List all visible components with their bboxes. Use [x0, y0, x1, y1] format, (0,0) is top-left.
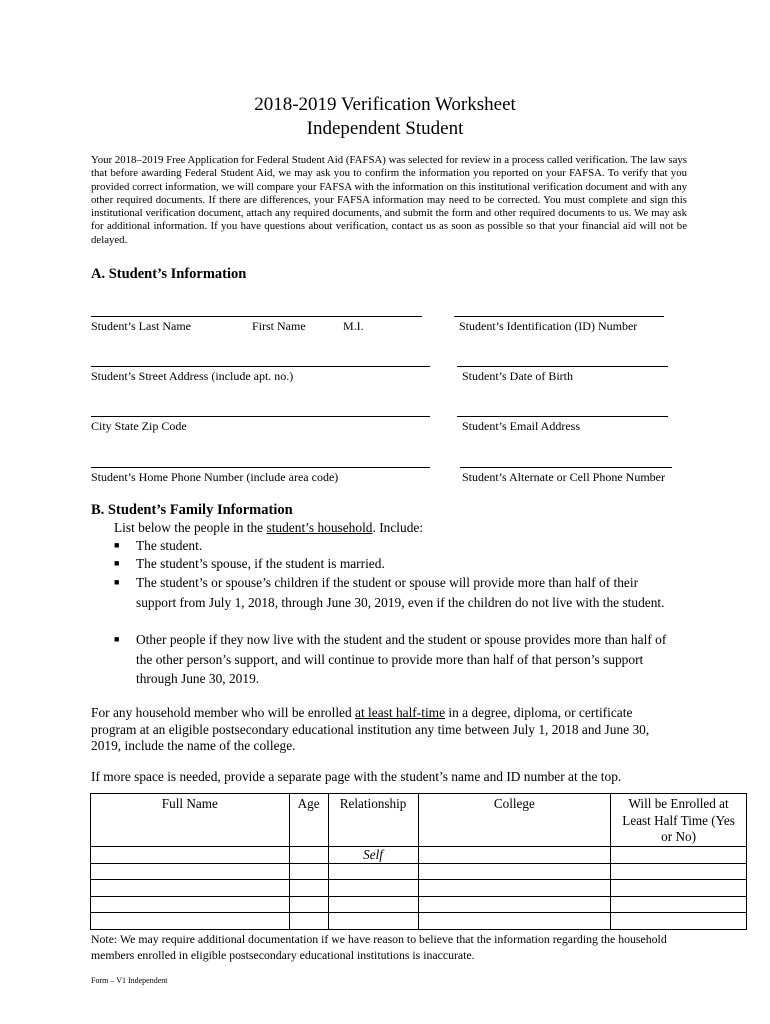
alt-phone-label: Student’s Alternate or Cell Phone Number: [462, 470, 665, 484]
home-phone-label: Student’s Home Phone Number (include area code): [91, 470, 339, 484]
last-name-label: Student’s Last Name: [91, 319, 191, 333]
cell-college[interactable]: [418, 896, 611, 913]
alt-phone-line[interactable]: [460, 467, 672, 468]
table-row: [91, 880, 747, 897]
household-list-intro: [114, 518, 423, 538]
household-intro-end: . Include:: [372, 520, 424, 535]
home-phone-line[interactable]: [91, 467, 430, 468]
cell-relationship[interactable]: [328, 863, 418, 880]
cell-name[interactable]: [91, 913, 290, 930]
email-line[interactable]: [457, 416, 668, 417]
note-text: Note: We may require additional documentation if we have reason to believe that the information regarding the household members enrolled in eligible postsecondary educational institutions is inaccurate.: [91, 932, 667, 962]
half-time-term: at least half-time: [355, 705, 446, 720]
cell-college[interactable]: [418, 880, 611, 897]
bullet-icon: ■: [114, 634, 120, 644]
col-header-college: College: [418, 794, 611, 847]
cell-enrolled[interactable]: [611, 880, 747, 897]
table-row: [91, 896, 747, 913]
page-subtitle: Independent Student: [306, 118, 464, 139]
cell-age[interactable]: [289, 896, 328, 913]
section-b-heading: B. Student’s Family Information: [91, 502, 293, 518]
bullet-item: [114, 554, 674, 574]
cell-name[interactable]: [91, 896, 290, 913]
bullet-icon: ■: [114, 540, 120, 550]
household-term: student’s household: [266, 520, 373, 535]
household-intro-text: List below the people in the: [114, 520, 267, 535]
col-header-enrolled: Will be Enrolled at Least Half Time (Yes or No): [611, 794, 747, 847]
cell-college[interactable]: [418, 846, 611, 863]
cell-relationship[interactable]: [328, 913, 418, 930]
last-name-line[interactable]: [91, 316, 422, 317]
cell-relationship-self: Self: [328, 846, 418, 863]
cell-age[interactable]: [289, 880, 328, 897]
section-a-heading: A. Student’s Information: [91, 266, 247, 282]
form-id: Form – V1 Independent: [91, 976, 168, 985]
bullet-text: The student’s or spouse’s children if the student or spouse will provide more than half of their support from July 1, 2018, through June 30, 2019, even if the children do not live with the student.: [136, 575, 665, 610]
city-state-zip-line[interactable]: [91, 416, 430, 417]
page-title: 2018-2019 Verification Worksheet: [254, 94, 516, 115]
cell-relationship[interactable]: [328, 896, 418, 913]
dob-label: Student’s Date of Birth: [462, 369, 573, 383]
col-header-full-name: Full Name: [91, 794, 290, 847]
bullet-text: The student.: [136, 538, 203, 553]
cell-enrolled[interactable]: [611, 896, 747, 913]
bullet-text: Other people if they now live with the student and the student or spouse provides more than half of the other person’s support, and will continue to provide more than half of that person’s support through June 30, 2019.: [136, 632, 667, 686]
cell-enrolled[interactable]: [611, 913, 747, 930]
bullet-item: [114, 630, 674, 689]
intro-paragraph: Your 2018–2019 Free Application for Federal Student Aid (FAFSA) was selected for review in a process called verification. The law says that before awarding Federal Student Aid, we may ask you to confirm the information you reported on your FAFSA. To verify that you provided correct information, we will compare your FAFSA with the information on this institutional verification document and with any other required documents. If there are differences, your FAFSA information may need to be corrected. You must complete and sign this institutional verification document, attach any required documents, and submit the form and other required documents to us. We may ask for additional information. If you have questions about verification, contact us as soon as possible so that your financial aid will not be delayed.: [91, 154, 687, 246]
bullet-item: [114, 536, 674, 556]
table-row: [91, 913, 747, 930]
student-id-label: Student’s Identification (ID) Number: [459, 319, 638, 333]
col-header-age: Age: [289, 794, 328, 847]
bullet-text: The student’s spouse, if the student is married.: [136, 556, 385, 571]
bullet-item: [114, 573, 674, 612]
enrollment-text-end: in a degree, diploma, or certificate program at an eligible postsecondary educational institution any time between July 1, 2018 and June 30, 2019, include the name of the college.: [91, 705, 650, 753]
enrollment-instruction: [91, 705, 681, 755]
street-address-line[interactable]: [91, 366, 430, 367]
table-row: [91, 863, 747, 880]
cell-college[interactable]: [418, 913, 611, 930]
student-id-line[interactable]: [454, 316, 664, 317]
enrollment-text-start: For any household member who will be enrolled: [91, 705, 356, 720]
table-row: [91, 846, 747, 863]
cell-name[interactable]: [91, 863, 290, 880]
cell-relationship[interactable]: [328, 880, 418, 897]
household-table: [90, 793, 747, 930]
cell-age[interactable]: [289, 846, 328, 863]
bullet-icon: ■: [114, 577, 120, 587]
cell-age[interactable]: [289, 863, 328, 880]
cell-name[interactable]: [91, 880, 290, 897]
city-state-zip-label: City State Zip Code: [91, 419, 187, 433]
street-address-label: Student’s Street Address (include apt. no.): [91, 369, 294, 383]
dob-line[interactable]: [457, 366, 668, 367]
cell-name[interactable]: [91, 846, 290, 863]
cell-college[interactable]: [418, 863, 611, 880]
cell-age[interactable]: [289, 913, 328, 930]
mi-label: M.I.: [343, 319, 364, 333]
first-name-label: First Name: [252, 319, 306, 333]
cell-enrolled[interactable]: [611, 863, 747, 880]
email-label: Student’s Email Address: [462, 419, 580, 433]
cell-enrolled[interactable]: [611, 846, 747, 863]
col-header-relationship: Relationship: [328, 794, 418, 847]
more-space-instruction: If more space is needed, provide a separate page with the student’s name and ID number at the top.: [91, 769, 622, 784]
bullet-icon: ■: [114, 558, 120, 568]
